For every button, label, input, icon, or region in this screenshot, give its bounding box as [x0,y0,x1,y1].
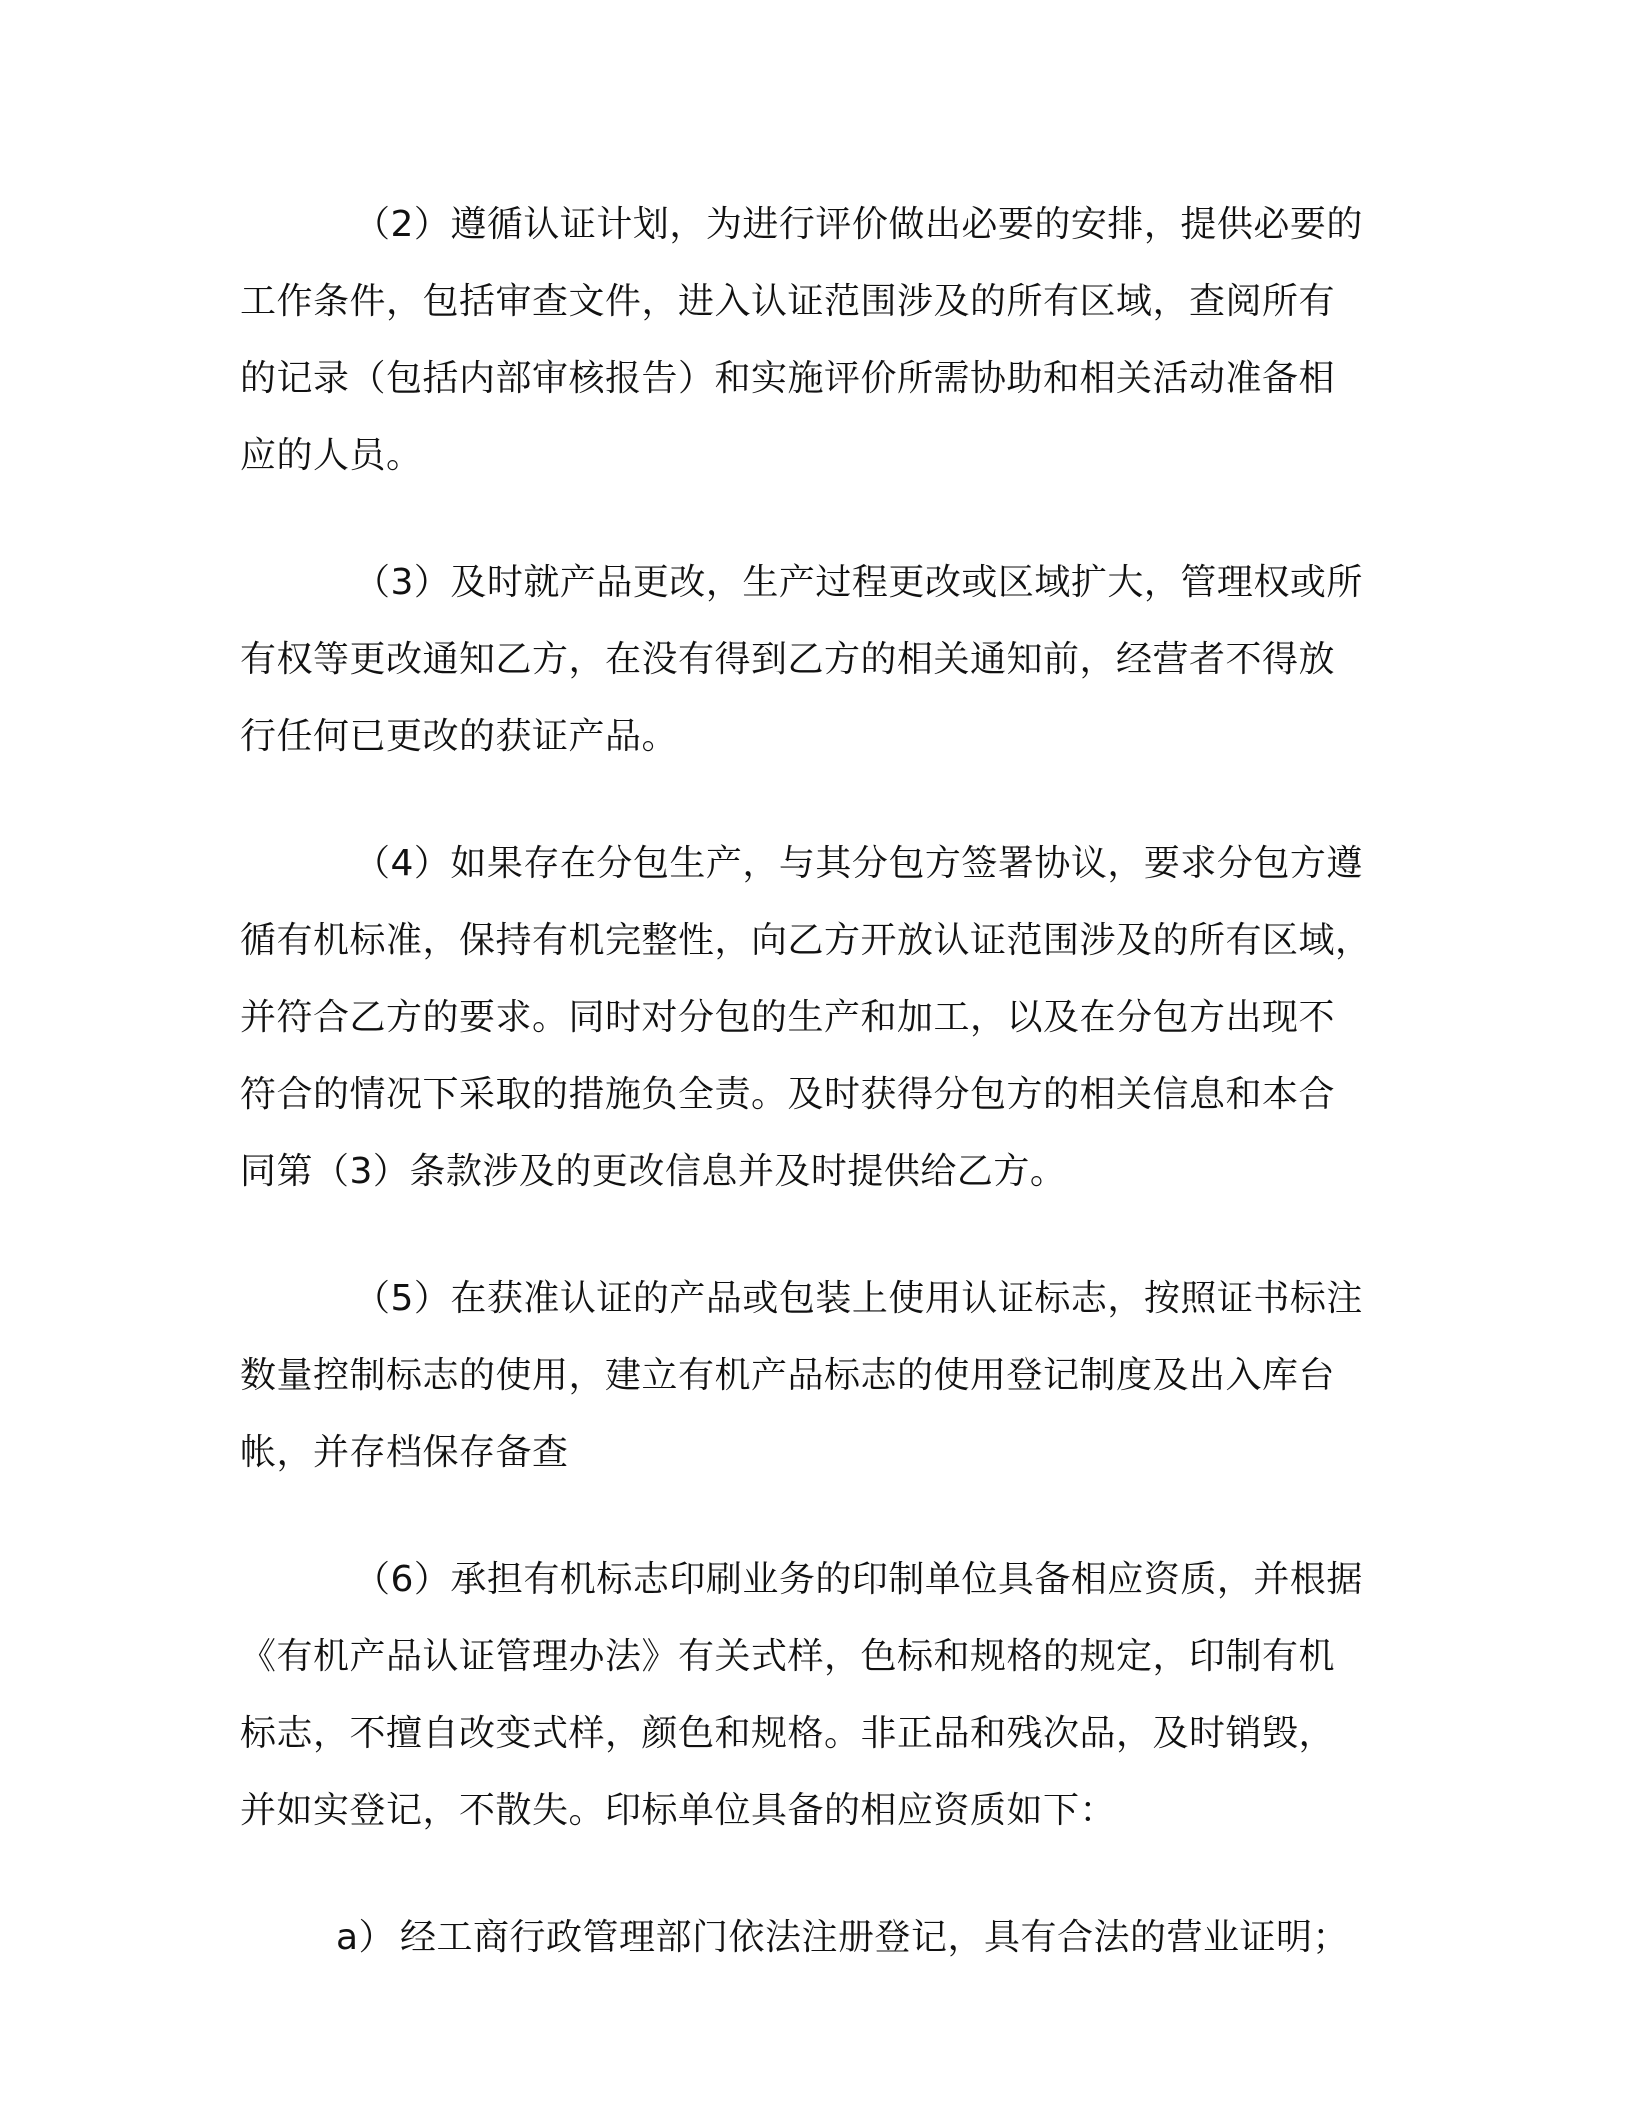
list-item-text: 经工商行政管理部门依法注册登记，具有合法的营业证明； [400,1917,1350,1958]
paragraph-line: （5）在获准认证的产品或包装上使用认证标志，按照证书标注 [354,1278,1363,1319]
paragraph-line: （3）及时就产品更改，生产过程更改或区域扩大，管理权或所 [354,562,1363,603]
paragraph-line: （2）遵循认证计划，为进行评价做出必要的安排，提供必要的 [354,204,1363,245]
list-item [240,1899,1375,1976]
paragraph-line: 标志，不擅自改变式样，颜色和规格。非正品和残次品，及时销毁， [240,1713,1336,1754]
paragraph-2 [240,186,1375,494]
list-marker: a） [336,1917,396,1958]
paragraph-line: 并如实登记，不散失。印标单位具备的相应资质如下： [240,1790,1117,1831]
paragraph-line: （6）承担有机标志印刷业务的印制单位具备相应资质，并根据 [354,1559,1363,1600]
paragraph-line: 的记录（包括内部审核报告）和实施评价所需协助和相关活动准备相 [240,358,1336,399]
paragraph-line: 有权等更改通知乙方，在没有得到乙方的相关通知前，经营者不得放 [240,639,1336,680]
paragraph-line: 工作条件，包括审查文件，进入认证范围涉及的所有区域，查阅所有 [240,281,1336,322]
paragraph-line: 循有机标准，保持有机完整性，向乙方开放认证范围涉及的所有区域， [240,920,1372,961]
paragraph-4 [240,825,1375,1210]
paragraph-line: （4）如果存在分包生产，与其分包方签署协议，要求分包方遵 [354,843,1363,884]
paragraph-line: 行任何已更改的获证产品。 [240,716,679,757]
paragraph-line: 并符合乙方的要求。同时对分包的生产和加工，以及在分包方出现不 [240,997,1336,1038]
paragraph-line: 同第（3）条款涉及的更改信息并及时提供给乙方。 [240,1151,1067,1192]
document-page [240,186,1375,1976]
paragraph-line: 数量控制标志的使用，建立有机产品标志的使用登记制度及出入库台 [240,1355,1336,1396]
paragraph-line: 应的人员。 [240,435,423,476]
paragraph-3 [240,544,1375,775]
paragraph-line: 符合的情况下采取的措施负全责。及时获得分包方的相关信息和本合 [240,1074,1336,1115]
paragraph-line: 帐，并存档保存备查 [240,1432,569,1473]
paragraph-6 [240,1541,1375,1849]
paragraph-line: 《有机产品认证管理办法》有关式样，色标和规格的规定，印制有机 [240,1636,1336,1677]
paragraph-5 [240,1260,1375,1491]
